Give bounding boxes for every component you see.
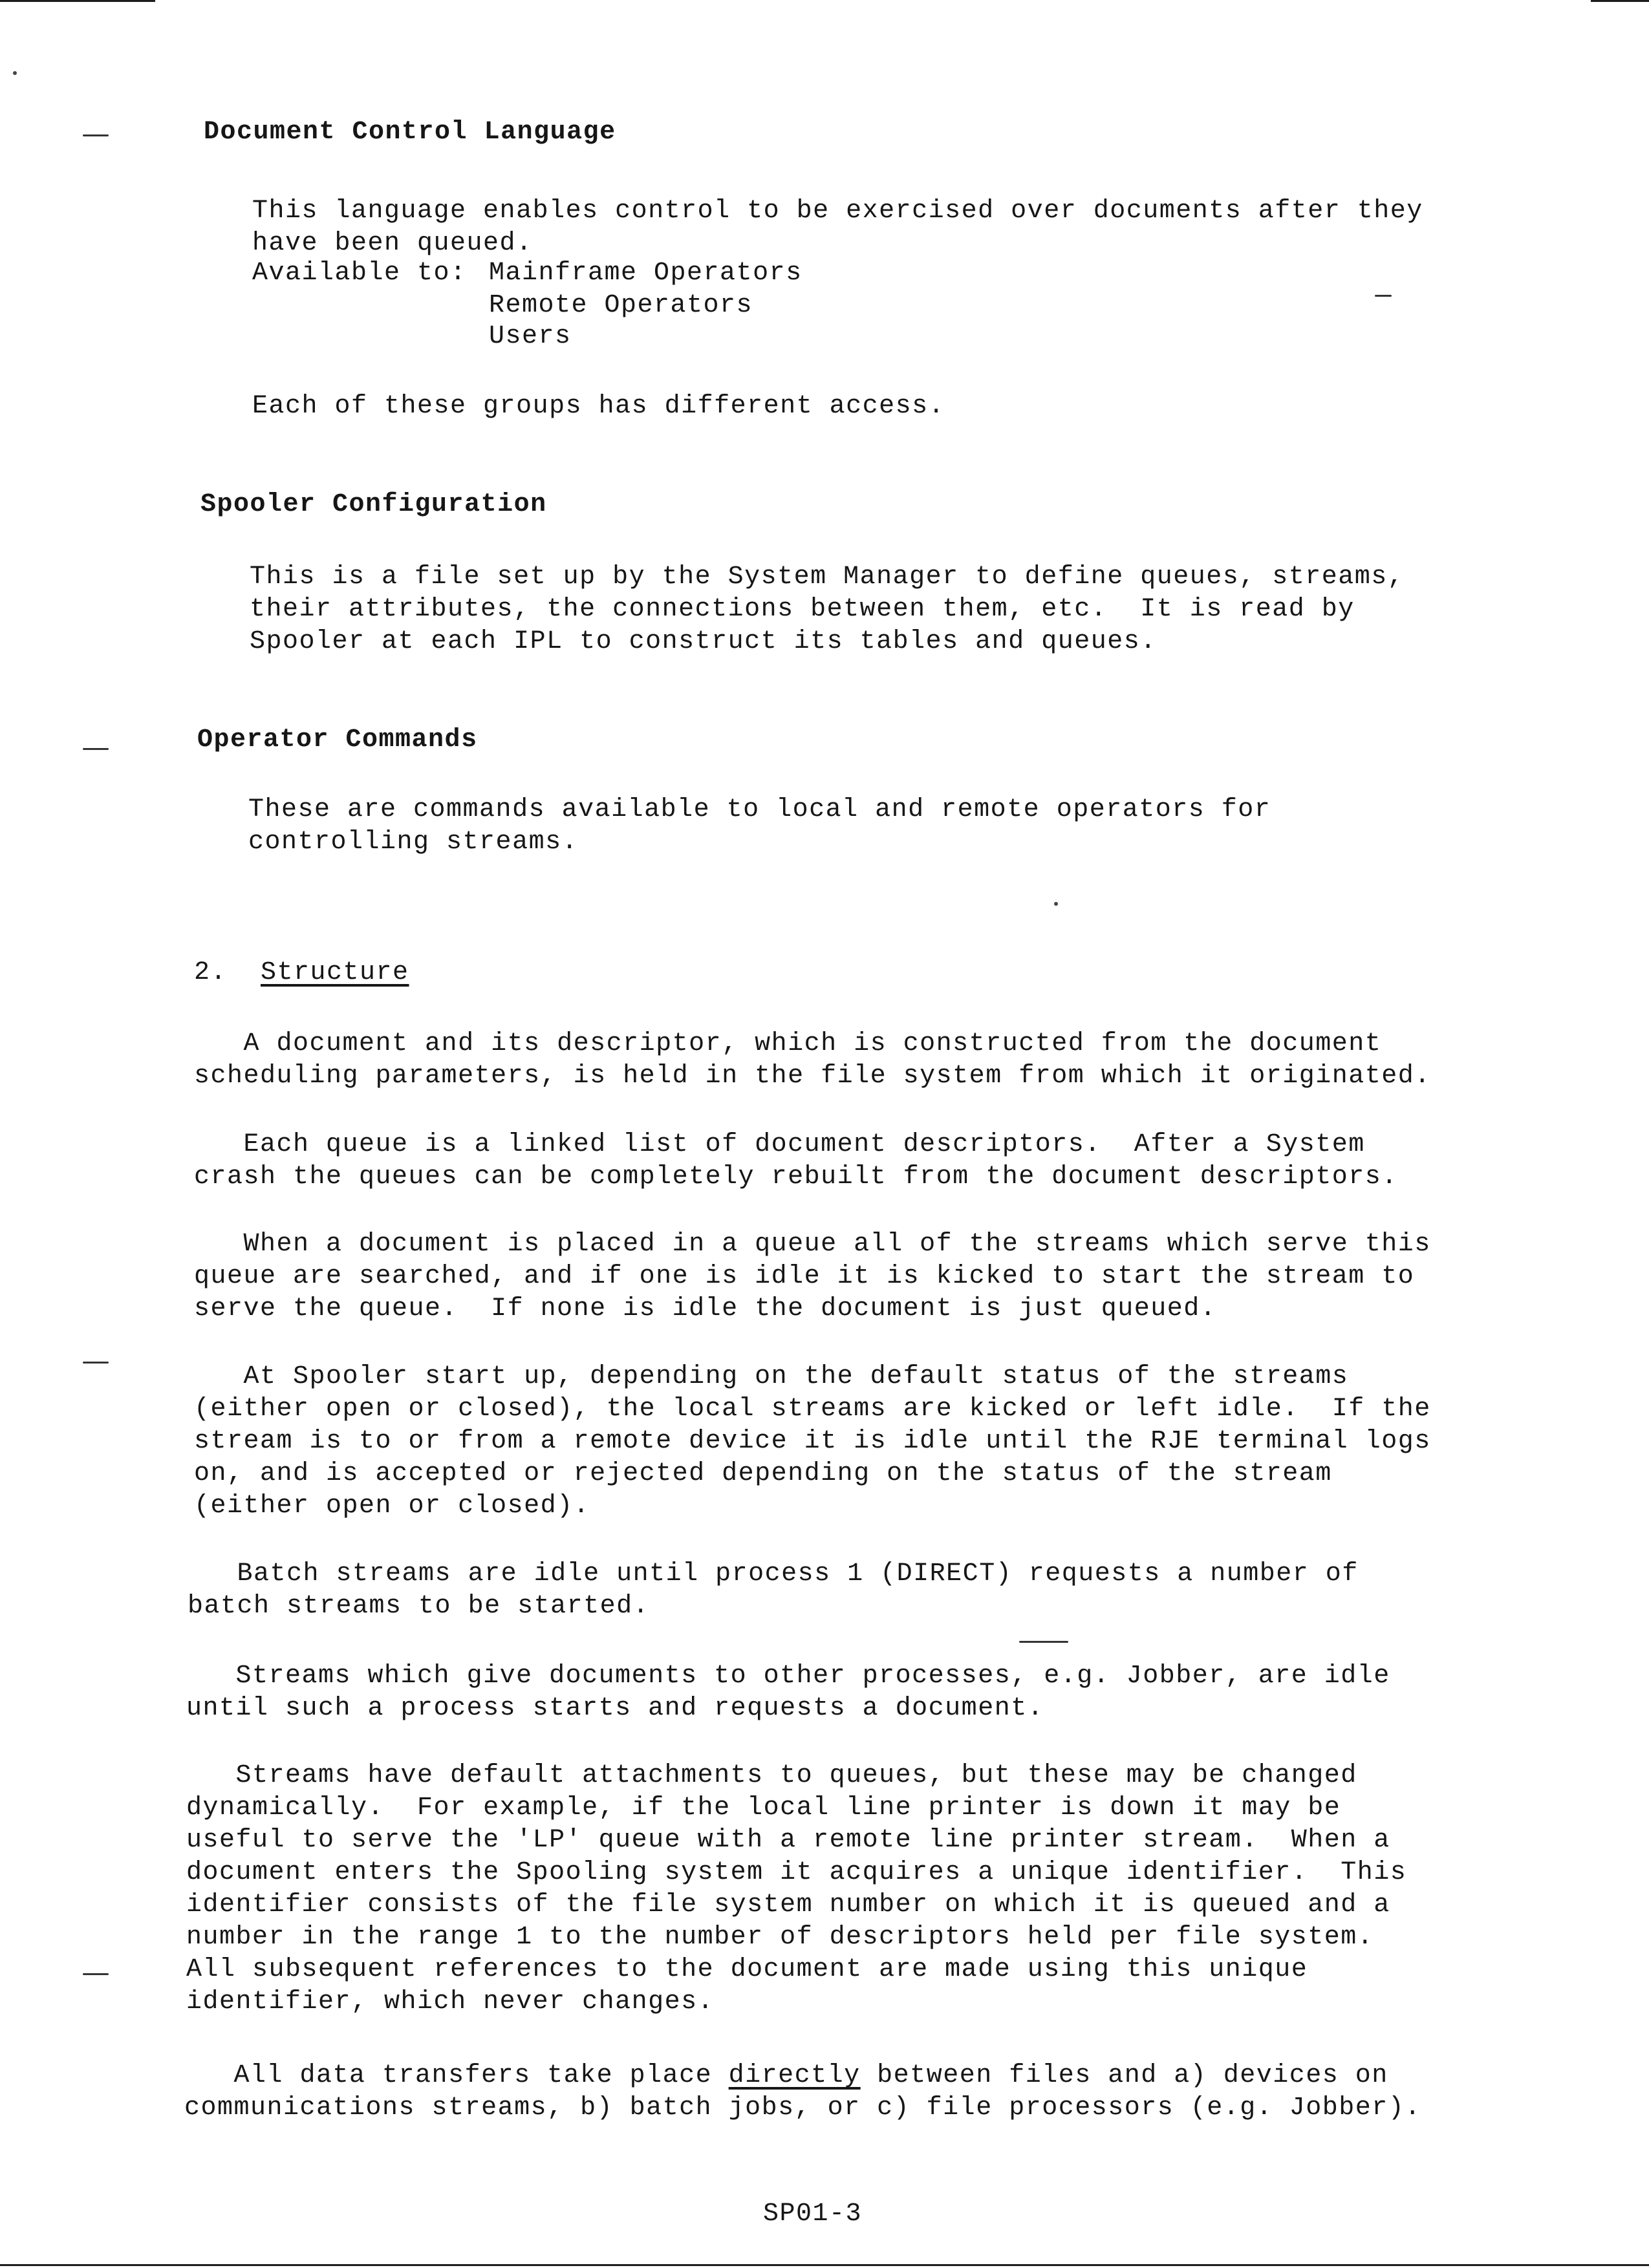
margin-mark: [1019, 1641, 1068, 1643]
margin-mark: [83, 134, 109, 136]
list-item: Remote Operators: [489, 291, 753, 320]
operator-commands-text: These are commands available to local and remote operators for controlling streams.: [248, 795, 1271, 857]
structure-last-paragraph: [184, 2060, 1421, 2124]
stray-dot: [1054, 902, 1058, 906]
top-left-rule: [0, 0, 155, 2]
stray-dot: [13, 71, 17, 75]
section-title: Structure: [261, 958, 409, 987]
emphasis-text: directly: [728, 2061, 861, 2090]
structure-paragraph: At Spooler start up, depending on the default status of the streams (either open or closed), the local streams are kicked or left idle. If the stream is to or from a remote device it is idle until the RJE terminal logs on, and is accepted or rejected depending on the status of the stream (either open or closed).: [194, 1362, 1431, 1521]
dcl-intro: This language enables control to be exercised over documents after they have been queued.: [252, 197, 1423, 258]
top-right-rule: [1591, 0, 1649, 2]
spooler-config-heading: Spooler Configuration: [200, 490, 547, 519]
margin-mark: [83, 1973, 109, 1975]
paragraph-text: between files and a) devices on communications streams, b) batch jobs, or c) file processors (e.g. Jobber).: [184, 2061, 1421, 2123]
list-item: Mainframe Operators: [489, 259, 803, 288]
page-number: SP01-3: [763, 2199, 863, 2229]
structure-paragraph: Streams have default attachments to queues, but these may be changed dynamically. For example, if the local line printer is down it may be useful to serve the 'LP' queue with a remote line printer stream. When a document enters the Spooling system it acquires a unique identifier. This identifier consists of the file system number on which it is queued and a number in the range 1 to the number of descriptors held per file system. All subsequent references to the document are made using this unique identifier, which never changes.: [186, 1761, 1407, 2017]
list-item: Users: [489, 322, 572, 351]
structure-paragraph: Each queue is a linked list of document descriptors. After a System crash the queues can be completely rebuilt from the document descriptors.: [194, 1130, 1398, 1192]
margin-mark: [1375, 295, 1392, 297]
spooler-config-text: This is a file set up by the System Manager to define queues, streams, their attributes, the connections between them, etc. It is read by Spooler at each IPL to construct its tables and queues.: [250, 562, 1405, 656]
structure-paragraph: When a document is placed in a queue all of the streams which serve this queue are searched, and if one is idle it is kicked to start the stream to serve the queue. If none is idle the document is just queued.: [194, 1230, 1431, 1323]
dcl-note: Each of these groups has different access.: [252, 392, 945, 421]
structure-paragraph: Batch streams are idle until process 1 (DIRECT) requests a number of batch streams to be started.: [188, 1559, 1359, 1621]
margin-mark: [83, 1362, 109, 1364]
bottom-rule: [0, 2264, 1649, 2266]
structure-paragraph: Streams which give documents to other processes, e.g. Jobber, are idle until such a process starts and requests a document.: [186, 1662, 1390, 1723]
operator-commands-heading: Operator Commands: [197, 725, 478, 754]
margin-mark: [83, 748, 109, 750]
dcl-heading: Document Control Language: [204, 118, 616, 147]
paragraph-text: All data transfers take place: [184, 2061, 729, 2090]
dcl-available-label: Available to:: [252, 259, 467, 288]
structure-paragraph: A document and its descriptor, which is constructed from the document scheduling parameters, is held in the file system from which it originated.: [194, 1029, 1431, 1091]
section-number: 2.: [194, 958, 228, 987]
